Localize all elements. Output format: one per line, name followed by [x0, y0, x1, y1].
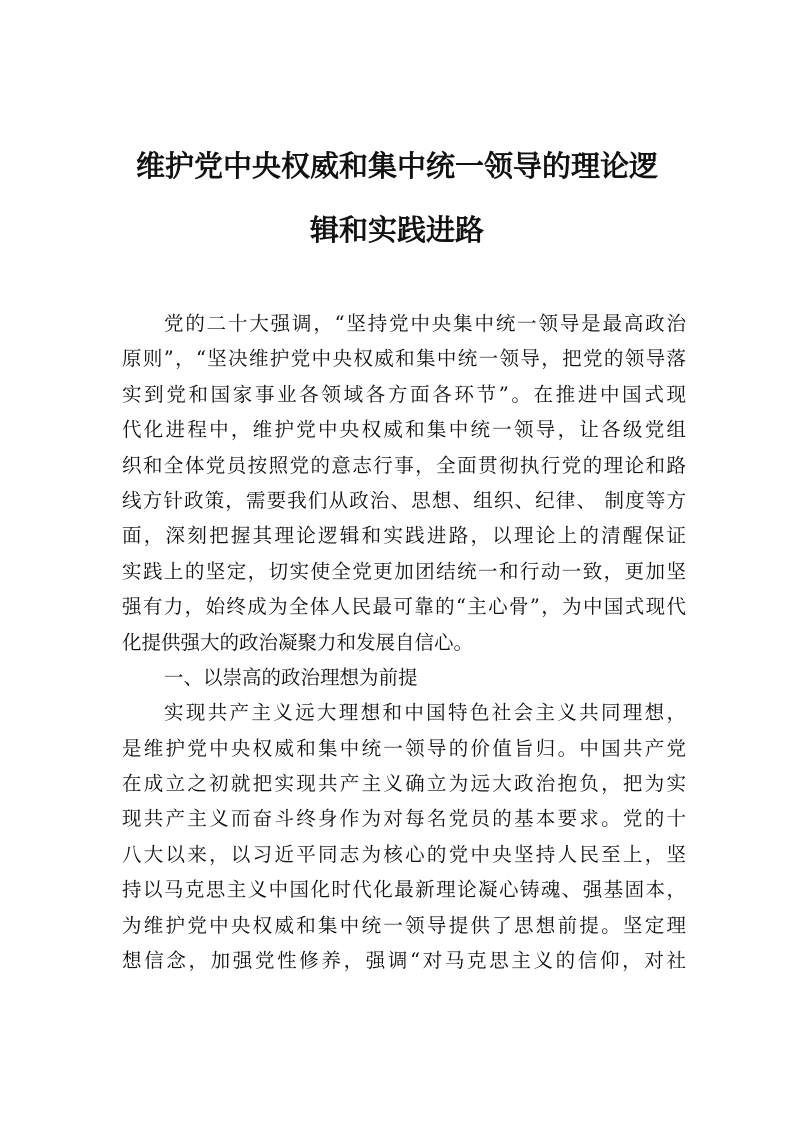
paragraph-2-line-8: 想信念，加强党性修养，强调“对马克思主义的信仰，对社	[122, 949, 686, 973]
paragraph-2-line-1: 实现共产主义远大理想和中国特色社会主义共同理想，	[164, 701, 686, 725]
paragraph-2-line-7: 为维护党中央权威和集中统一领导提供了思想前提。坚定理	[122, 913, 686, 937]
paragraph-2-line-3: 在成立之初就把实现共产主义确立为远大政治抱负，把为实	[122, 772, 686, 796]
paragraph-1-line-7: 面，深刻把握其理论逻辑和实践进路，以理论上的清醒保证	[122, 524, 686, 548]
paragraph-1-line-5: 织和全体党员按照党的意志行事，全面贯彻执行党的理论和路	[122, 453, 686, 477]
paragraph-1-line-8: 实践上的坚定，切实使全党更加团结统一和行动一致，更加坚	[122, 559, 686, 583]
paragraph-2-line-4: 现共产主义而奋斗终身作为对每名党员的基本要求。党的十	[122, 807, 686, 831]
paragraph-1-line-10: 化提供强大的政治凝聚力和发展自信心。	[122, 630, 474, 654]
document-body	[122, 306, 686, 978]
paragraph-1-line-2: 原则”，“坚决维护党中央权威和集中统一领导，把党的领导落	[122, 347, 686, 371]
paragraph-1-line-3: 实到党和国家事业各领域各方面各环节”。在推进中国式现	[122, 382, 686, 406]
paragraph-1-line-6: 线方针政策，需要我们从政治、思想、组织、纪律、 制度等方	[122, 488, 686, 512]
document-title-line-2: 辑和实践进路	[309, 213, 484, 247]
paragraph-1-line-1: 党的二十大强调，“坚持党中央集中统一领导是最高政治	[164, 312, 686, 335]
document-title-line-1: 维护党中央权威和集中统一领导的理论逻	[135, 149, 658, 183]
section-heading-1: 一、以崇高的政治理想为前提	[164, 665, 418, 689]
paragraph-1-line-9: 强有力，始终成为全体人民最可靠的“主心骨”，为中国式现代	[122, 595, 686, 619]
paragraph-2-line-6: 持以马克思主义中国化时代化最新理论凝心铸魂、强基固本，	[122, 878, 686, 902]
paragraph-2-line-5: 八大以来，以习近平同志为核心的党中央坚持人民至上，坚	[122, 842, 686, 866]
paragraph-2-line-2: 是维护党中央权威和集中统一领导的价值旨归。中国共产党	[122, 736, 686, 760]
paragraph-1-line-4: 代化进程中，维护党中央权威和集中统一领导，让各级党组	[122, 418, 686, 442]
